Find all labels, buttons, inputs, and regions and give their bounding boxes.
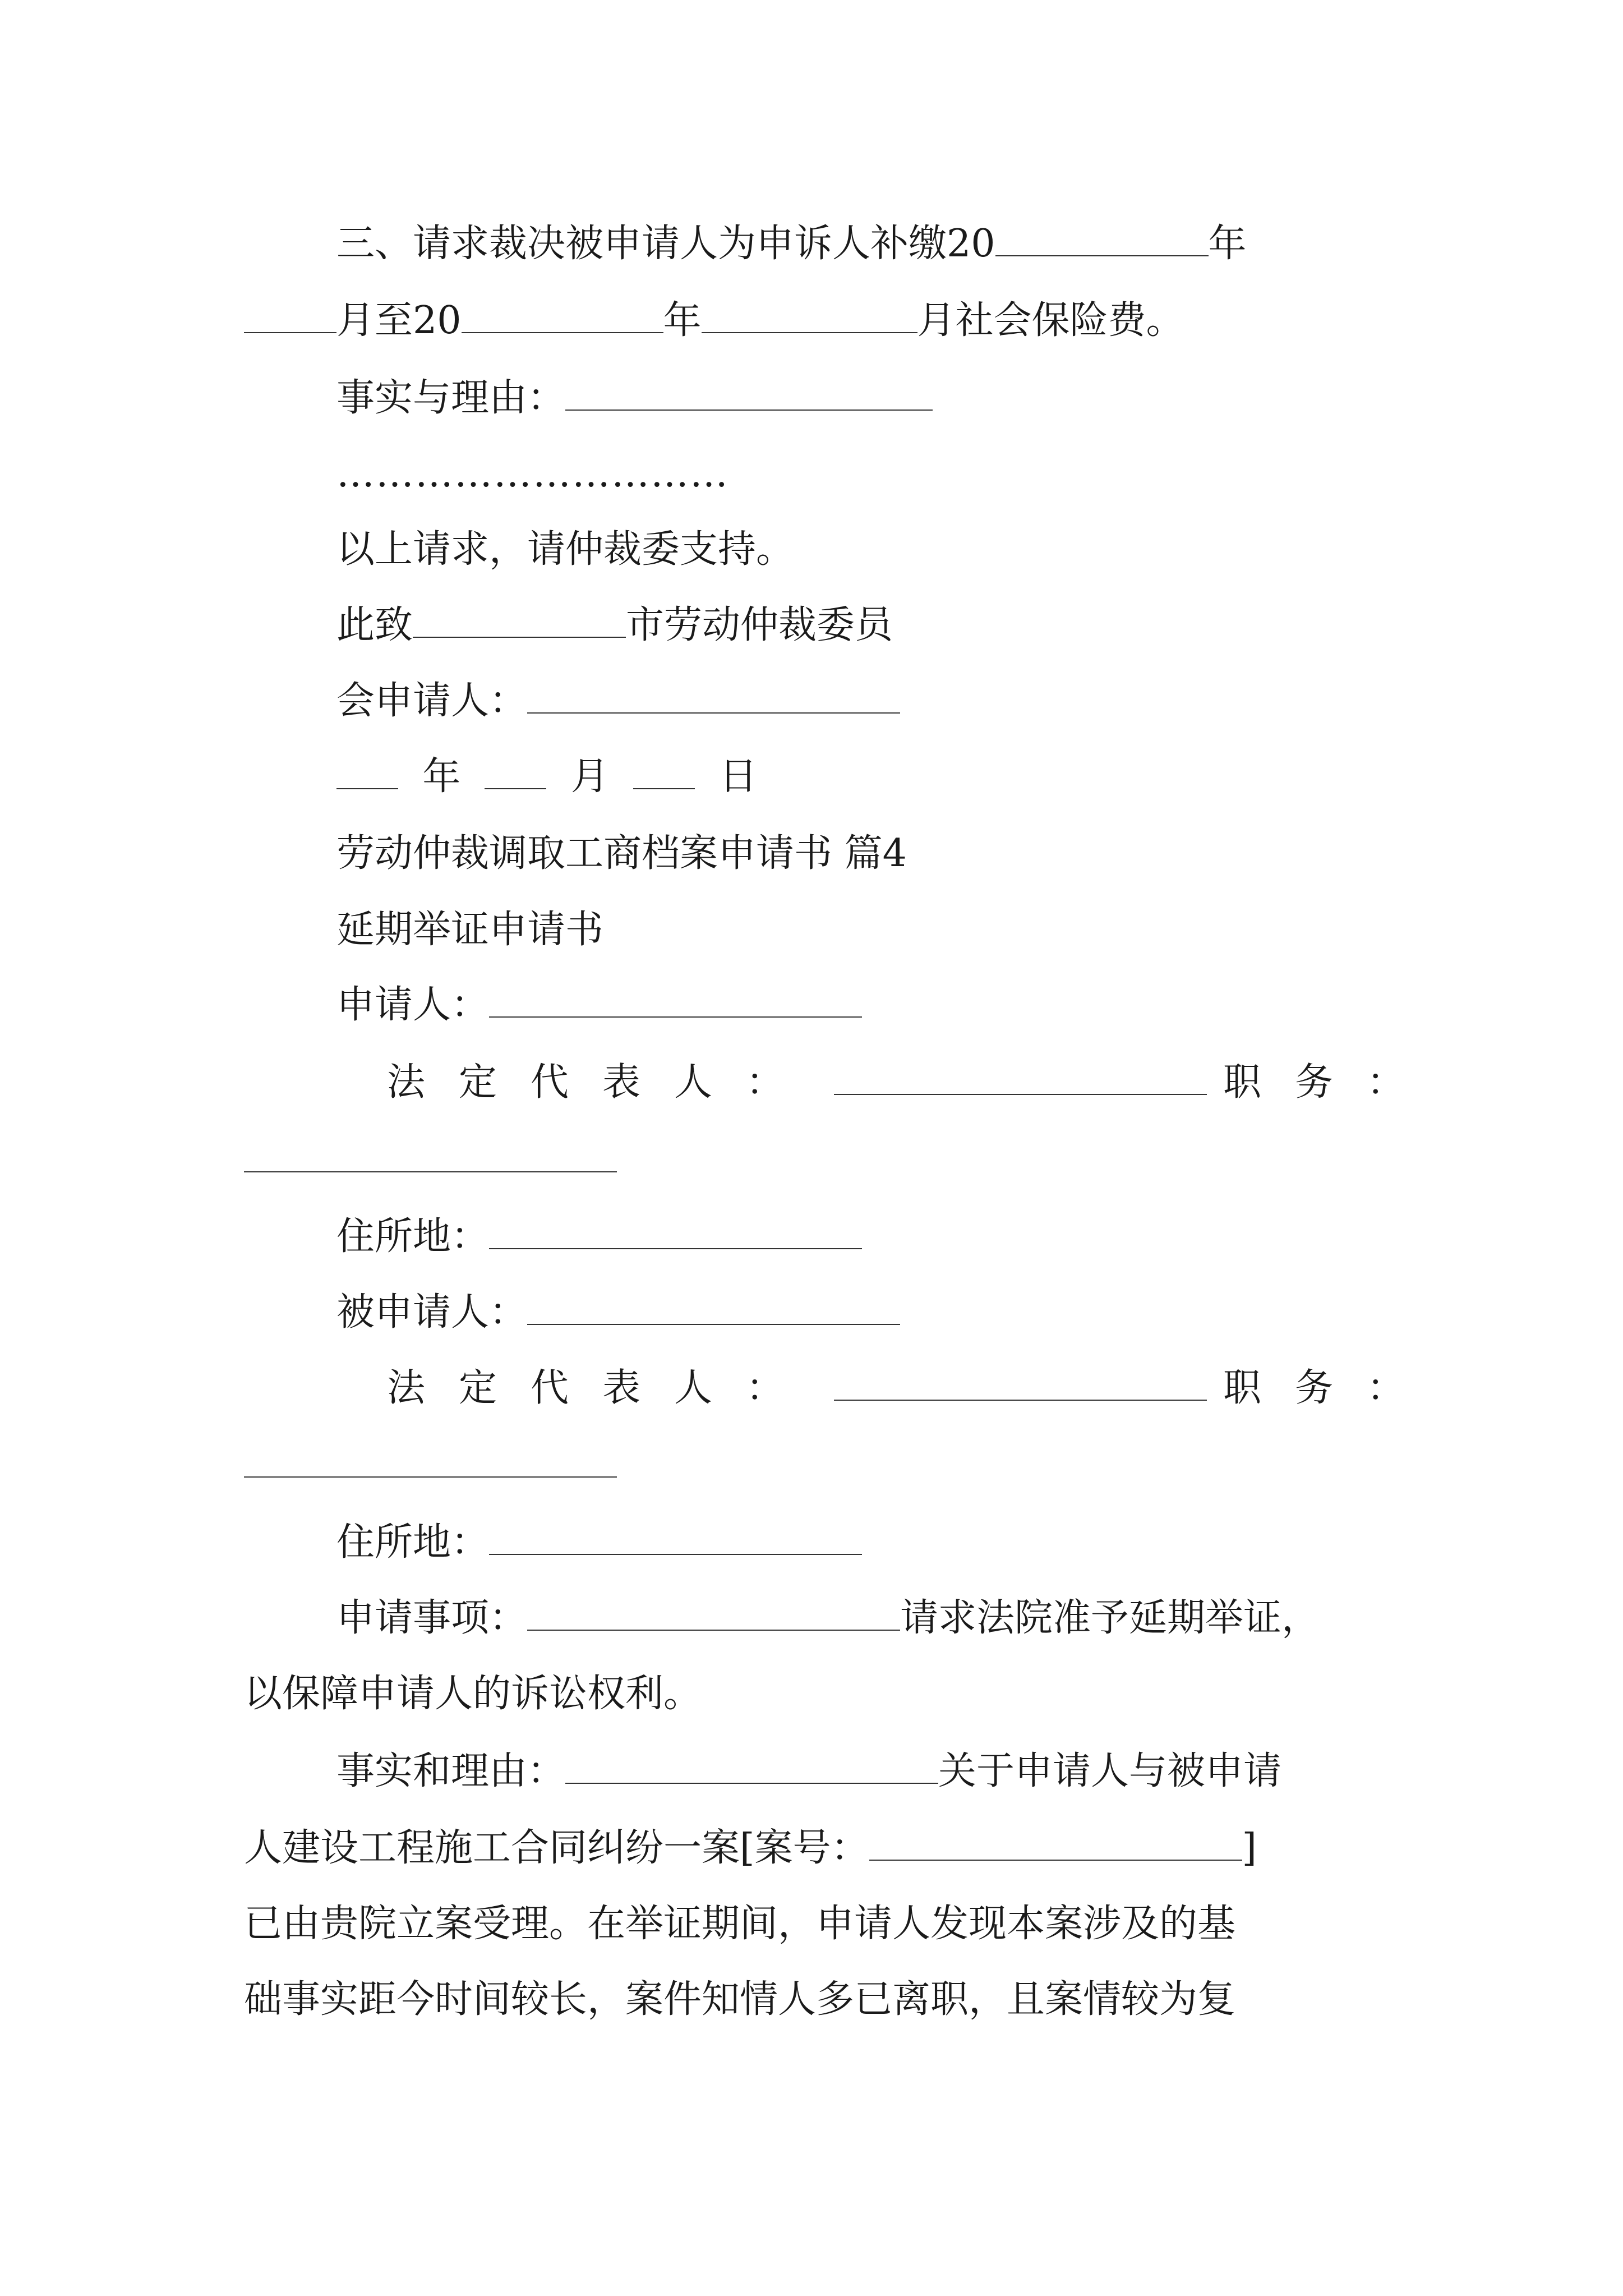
text: 月 — [570, 754, 609, 799]
paragraph-line — [336, 597, 1481, 654]
paragraph-line — [336, 1209, 1481, 1265]
paragraph-line: 已由贵院立案受理。在举证期间，申请人发现本案涉及的基 — [244, 1902, 1236, 1946]
text: 职务： — [1223, 1060, 1438, 1105]
blank-field — [489, 1519, 862, 1555]
text: 被申请人： — [336, 1290, 528, 1335]
text: 申请事项： — [336, 1596, 528, 1640]
section-heading: 劳动仲裁调取工商档案申请书 篇4 — [336, 831, 907, 876]
paragraph-line — [387, 1360, 1438, 1416]
text: 年 — [422, 754, 461, 799]
paragraph-line — [336, 977, 1481, 1033]
blank-field — [462, 297, 663, 333]
blank-field — [527, 1289, 900, 1325]
paragraph-line — [336, 1285, 1481, 1341]
text: 事实与理由： — [336, 376, 566, 420]
paragraph-line — [336, 1590, 1481, 1646]
text: 法定代表人： — [387, 1060, 818, 1105]
paragraph-line: 以上请求，请仲裁委支持。 — [336, 527, 795, 572]
paragraph-line — [244, 293, 1388, 349]
text: 法定代表人： — [387, 1366, 818, 1410]
blank-field — [244, 1442, 617, 1478]
paragraph-line — [244, 1437, 1388, 1493]
text: 三、请求裁决被申请人为申诉人补缴20 — [336, 222, 995, 266]
text: 职务： — [1223, 1366, 1438, 1410]
text: 年 — [663, 298, 702, 343]
text: 会申请人： — [336, 679, 528, 723]
blank-field — [527, 678, 900, 714]
text: 年 — [1208, 222, 1247, 266]
paragraph-line: 以保障申请人的诉讼权利。 — [244, 1672, 702, 1716]
text: 申请人： — [336, 983, 490, 1027]
blank-field — [633, 753, 695, 789]
blank-field — [834, 1059, 1207, 1095]
blank-field — [485, 753, 546, 789]
text: ] — [1242, 1826, 1257, 1870]
text: 日 — [719, 754, 758, 799]
ellipsis-line: ………………………… — [336, 452, 729, 496]
text: 事实和理由： — [336, 1749, 566, 1793]
blank-field — [413, 602, 626, 638]
blank-field — [834, 1365, 1207, 1401]
text: 市劳动仲裁委员 — [626, 603, 893, 647]
text: 住所地： — [336, 1520, 490, 1565]
paragraph-line — [336, 370, 1481, 426]
paragraph-line — [336, 1515, 1481, 1571]
text: 请求法院准予延期举证， — [900, 1596, 1320, 1640]
text: 月至20 — [336, 298, 462, 343]
blank-field — [527, 1595, 900, 1631]
blank-field — [702, 297, 917, 333]
blank-field — [336, 753, 398, 789]
blank-field — [869, 1825, 1242, 1861]
blank-field — [565, 1748, 938, 1784]
paragraph-line: 础事实距今时间较长，案件知情人多已离职，且案情较为复 — [244, 1977, 1236, 2022]
blank-field — [244, 297, 336, 333]
paragraph-line — [244, 1820, 1388, 1876]
paragraph-line — [387, 1055, 1438, 1111]
blank-field — [489, 1213, 862, 1249]
text: 关于申请人与被申请 — [938, 1749, 1282, 1793]
text: 人建设工程施工合同纠纷一案[案号： — [244, 1826, 869, 1870]
blank-field — [995, 220, 1209, 256]
blank-field — [244, 1137, 617, 1172]
paragraph-line — [336, 673, 1481, 729]
blank-field — [565, 375, 933, 411]
text: 此致 — [336, 603, 413, 647]
text: 住所地： — [336, 1214, 490, 1259]
paragraph-line — [336, 216, 1481, 272]
blank-field — [489, 982, 862, 1018]
paragraph-line — [336, 1743, 1481, 1800]
section-title: 延期举证申请书 — [336, 908, 604, 952]
paragraph-line — [244, 1132, 1388, 1188]
date-line — [336, 749, 1481, 805]
text: 月社会保险费。 — [917, 298, 1184, 343]
